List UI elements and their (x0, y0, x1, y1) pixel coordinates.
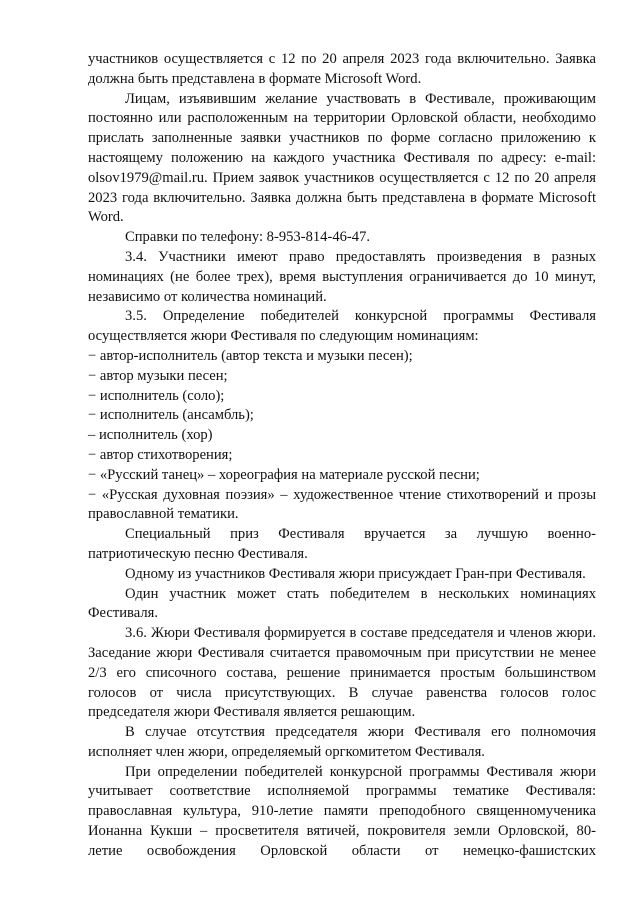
nomination-item: – исполнитель (хор) (88, 427, 213, 444)
nomination-item: − автор музыки песен; (88, 367, 228, 384)
paragraph-grand-prix: Одному из участников Фестиваля жюри присуждает Гран-при Фестиваля. (125, 565, 586, 582)
paragraph-3-6: 3.6. Жюри Фестиваля формируется в составе председателя и членов жюри. Заседание жюри Фестиваля считается правомочным при присутствии не менее 2/3 его списочного состава, решение принимается простым большинством голосов от числа присутствующих. В случае равенства голосов голос председателя жюри Фестиваля является решающим. (88, 625, 596, 721)
paragraph-multiple-wins: Один участник может стать победителем в нескольких номинациях Фестиваля. (88, 585, 596, 622)
nomination-item: − автор-исполнитель (автор текста и музыки песен); (88, 347, 413, 364)
paragraph-phone-info: Справки по телефону: 8-953-814-46-47. (125, 229, 371, 246)
paragraph-residents-application: Лицам, изъявившим желание участвовать в Фестивале, проживающим постоянно или расположенным на территории Орловской области, необходимо прислать заполненные заявки участников по форме согласно приложению к настоящему положению на каждого участника Фестиваля по адресу: e-mail: olsov1979@mail.ru. Прием заявок участников осуществляется с 12 по 20 апреля 2023 года включительно. Заявка должна быть представлена в формате Microsoft Word. (88, 90, 596, 226)
nomination-item: − исполнитель (ансамбль); (88, 407, 254, 424)
nominations-list (88, 347, 596, 525)
paragraph-3-4: 3.4. Участники имеют право предоставлять произведения в разных номинациях (не более трех), время выступления ограничивается до 10 минут, независимо от количества номинаций. (88, 248, 596, 305)
nomination-item: − автор стихотворения; (88, 446, 233, 463)
paragraph-application-deadline: участников осуществляется с 12 по 20 апреля 2023 года включительно. Заявка должна быть представлена в формате Microsoft Word. (88, 51, 596, 87)
nomination-item: − «Русская духовная поэзия» – художественное чтение стихотворений и прозы православной тематики. (88, 486, 596, 523)
paragraph-3-5: 3.5. Определение победителей конкурсной программы Фестиваля осуществляется жюри Фестиваля по следующим номинациям: (88, 308, 596, 345)
paragraph-chairman-absence: В случае отсутствия председателя жюри Фестиваля его полномочия исполняет член жюри, определяемый оргкомитетом Фестиваля. (88, 724, 596, 760)
document-page (88, 50, 596, 862)
nomination-item: − исполнитель (соло); (88, 387, 225, 404)
nomination-item: − «Русский танец» – хореография на материале русской песни; (88, 466, 480, 483)
paragraph-judging-criteria: При определении победителей конкурсной программы Фестиваля жюри учитывает соответствие исполняемой программы тематике Фестиваля: православная культура, 910-летие памяти преподобного священномученика Ионанна Кукши – просветителя вятичей, покровителя земли Орловской, 80-летие освобождения Орловской области от немецко-фашистских (88, 763, 596, 859)
paragraph-special-prize: Специальный приз Фестиваля вручается за лучшую военно-патриотическую песню Фестиваля. (88, 526, 596, 562)
